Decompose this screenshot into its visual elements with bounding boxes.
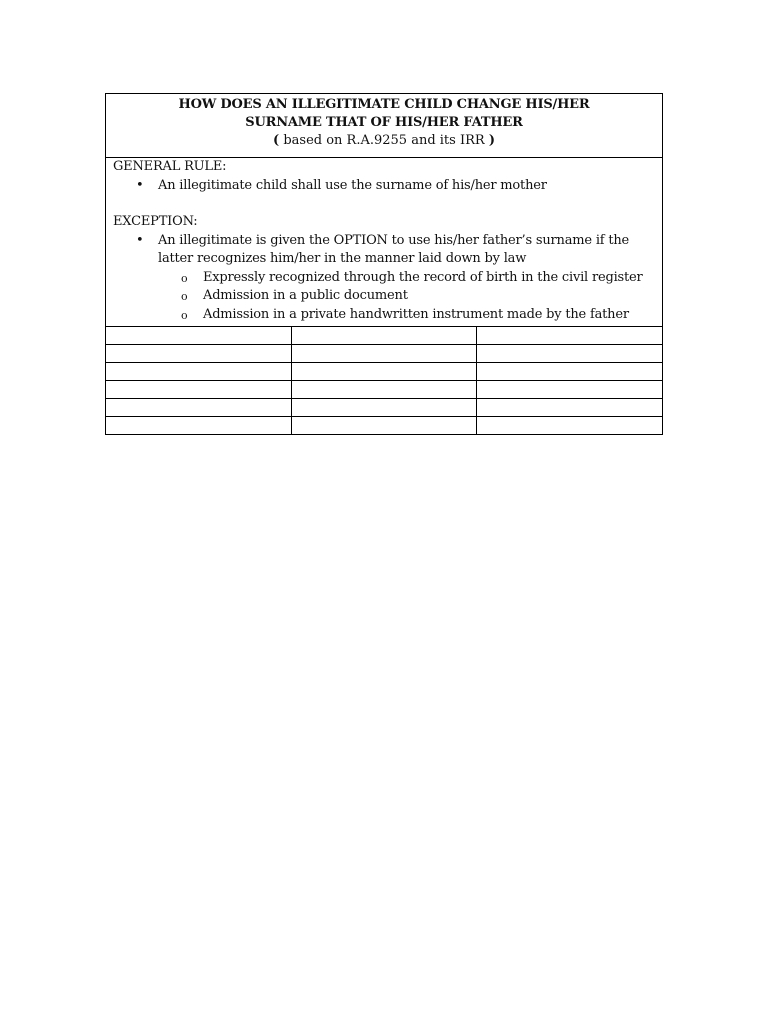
general-rule-bullet bbox=[113, 177, 662, 196]
empty-table-cell bbox=[476, 344, 662, 362]
empty-table-cell bbox=[106, 344, 291, 362]
empty-table-cell bbox=[106, 416, 291, 434]
empty-table-cell bbox=[291, 326, 476, 344]
empty-table-cell bbox=[476, 326, 662, 344]
circle-bullet-icon: o bbox=[181, 271, 188, 285]
section-spacer bbox=[113, 195, 662, 213]
exception-sub-bullet-1 bbox=[113, 269, 662, 288]
empty-table-cell bbox=[291, 416, 476, 434]
rules-content-cell bbox=[106, 158, 662, 326]
general-rule-text: An illegitimate child shall use the surname of his/her mother bbox=[158, 177, 547, 193]
title-line-2: SURNAME THAT OF HIS/HER FATHER bbox=[245, 115, 523, 130]
exception-bullet bbox=[113, 232, 662, 269]
circle-bullet-icon: o bbox=[181, 308, 188, 322]
sub-bullet-text: Admission in a public document bbox=[203, 288, 408, 303]
subtitle-close-paren: ) bbox=[488, 133, 495, 148]
subtitle bbox=[106, 132, 662, 150]
exception-text: An illegitimate is given the OPTION to use his/her father’s surname if the latter recognizes him/her in the manner laid down by law bbox=[158, 232, 630, 266]
bullet-icon: • bbox=[136, 177, 144, 193]
exception-sub-bullet-2 bbox=[113, 287, 662, 306]
empty-table-cell bbox=[106, 380, 291, 398]
empty-table-cell bbox=[291, 398, 476, 416]
empty-table-cell bbox=[476, 380, 662, 398]
surname-rules-table bbox=[105, 93, 663, 435]
empty-table-cell bbox=[106, 398, 291, 416]
empty-table-cell bbox=[291, 362, 476, 380]
general-rule-heading: GENERAL RULE: bbox=[113, 159, 227, 174]
empty-table-cell bbox=[291, 380, 476, 398]
empty-table-cell bbox=[476, 398, 662, 416]
subtitle-text: based on R.A.9255 and its IRR bbox=[279, 133, 489, 148]
circle-bullet-icon: o bbox=[181, 290, 188, 303]
empty-table-grid bbox=[106, 326, 662, 434]
exception-heading: EXCEPTION: bbox=[113, 214, 198, 229]
empty-table-cell bbox=[106, 326, 291, 344]
empty-table-cell bbox=[106, 362, 291, 380]
exception-sub-bullet-3 bbox=[113, 306, 662, 325]
title-line-1: HOW DOES AN ILLEGITIMATE CHILD CHANGE HIS/HER bbox=[178, 97, 590, 112]
subtitle-open-paren: ( bbox=[273, 133, 280, 148]
table-title-cell bbox=[106, 94, 662, 158]
empty-table-cell bbox=[476, 416, 662, 434]
empty-table-cell bbox=[291, 344, 476, 362]
bullet-icon: • bbox=[136, 232, 144, 248]
empty-table-cell bbox=[476, 362, 662, 380]
sub-bullet-text: Admission in a private handwritten instrument made by the father bbox=[203, 306, 629, 322]
sub-bullet-text: Expressly recognized through the record of birth in the civil register bbox=[203, 269, 643, 285]
